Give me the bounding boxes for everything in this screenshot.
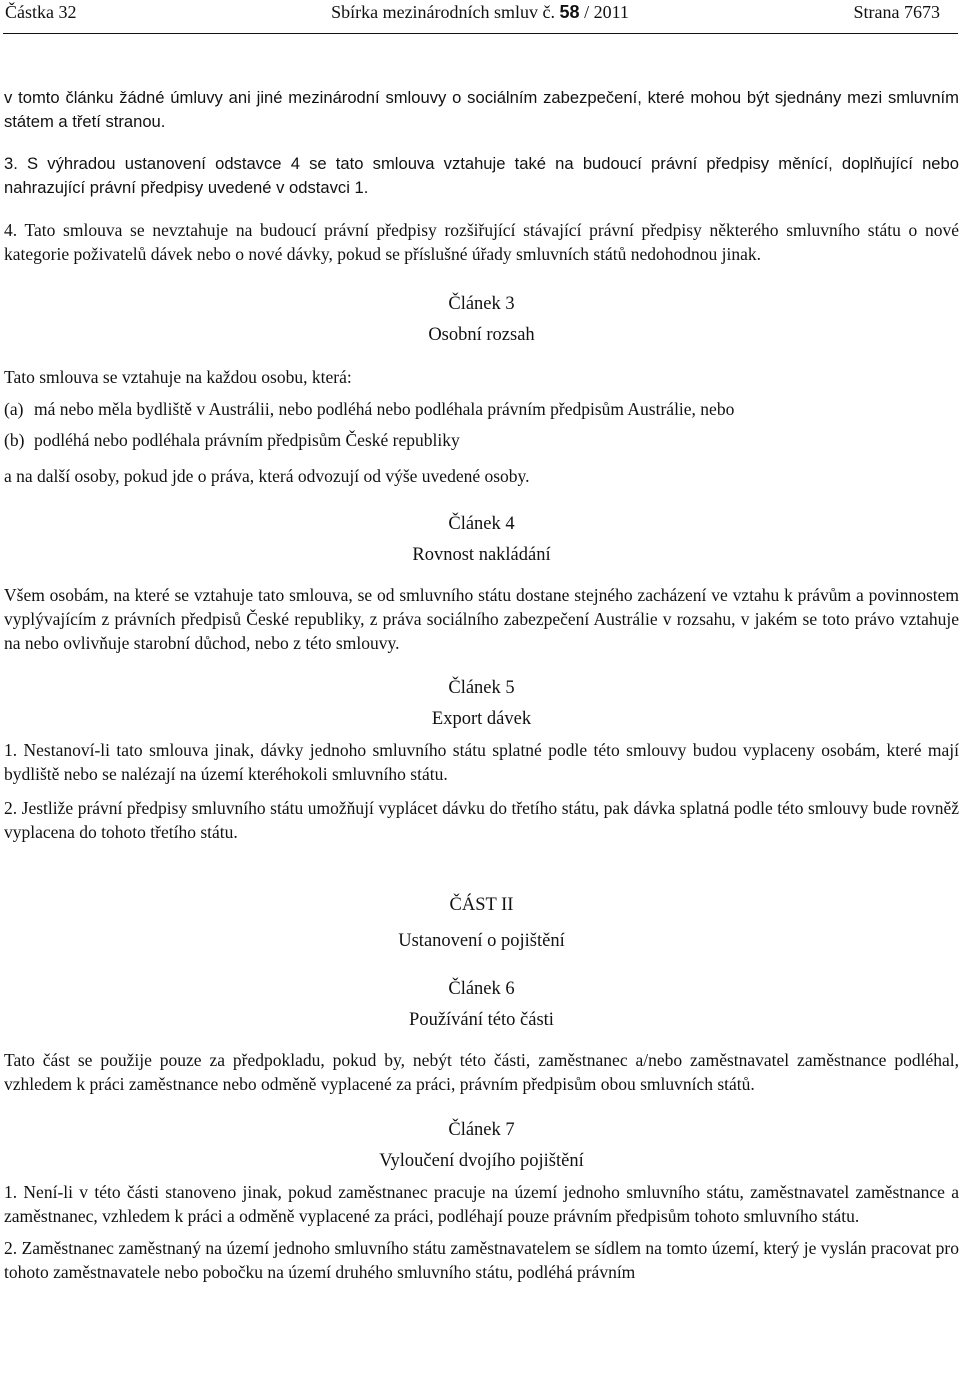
article-5-paragraph-1: 1. Nestanoví-li tato smlouva jinak, dávky jednoho smluvního státu splatné podle této smlouvy budou vyplaceny osobám, které mají bydliště nebo se nalézají na území kteréhokoli smluvního státu.: [4, 740, 959, 784]
article-3-number: Článek 3: [448, 294, 515, 314]
article-3-lead: Tato smlouva se vztahuje na každou osobu, která:: [4, 367, 352, 387]
article-6-text: Tato část se použije pouze za předpokladu, pokud by, nebýt této části, zaměstnanec a/nebo zaměstnavatel zaměstnance podléhal, vzhledem k práci zaměstnance nebo odměně vyplacené za práci, právním předpisům obou smluvních států.: [4, 1050, 959, 1094]
paragraph-intro: v tomto článku žádné úmluvy ani jiné mezinárodní smlouvy o sociálním zabezpečení, které mohou být sjednány mezi smluvním státem a třetí stranou.: [4, 88, 959, 131]
list-item-text: má nebo měla bydliště v Austrálii, nebo podléhá nebo podléhala právním předpisům Austrálie, nebo: [34, 399, 735, 419]
part-2-title: Ustanovení o pojištění: [398, 931, 565, 951]
list-item-mark: (b): [4, 430, 25, 450]
article-3-title: Osobní rozsah: [428, 325, 535, 345]
article-6-title: Používání této části: [409, 1010, 554, 1030]
article-4-title: Rovnost nakládání: [412, 545, 551, 565]
header-collection-year: / 2011: [584, 2, 629, 22]
list-item: [4, 428, 959, 452]
article-3-closing: a na další osoby, pokud jde o práva, která odvozují od výše uvedené osoby.: [4, 466, 530, 486]
document-body: [4, 56, 959, 1284]
header-collection-number: 58: [559, 2, 580, 22]
article-7-paragraph-2: 2. Zaměstnanec zaměstnaný na území jednoho smluvního státu zaměstnavatelem se sídlem na tomto území, který je vyslán pracovat pro tohoto zaměstnavatele nebo pobočku na území druhého smluvního státu, podléhá právním: [4, 1238, 959, 1282]
header-part: Částka 32: [5, 2, 77, 22]
list-item-text: podléhá nebo podléhala právním předpisům České republiky: [34, 430, 460, 450]
header-collection: [0, 2, 960, 23]
header-rule: [3, 33, 958, 34]
article-5-paragraph-2: 2. Jestliže právní předpisy smluvního státu umožňují vyplácet dávku do třetího státu, pak dávka splatná podle této smlouvy bude rovněž vyplacena do tohoto třetího státu.: [4, 798, 959, 842]
article-6-number: Článek 6: [448, 979, 515, 999]
article-7-title: Vyloučení dvojího pojištění: [379, 1151, 584, 1171]
list-item: [4, 397, 959, 421]
part-2-number: ČÁST II: [449, 895, 514, 915]
article-5-title: Export dávek: [431, 709, 532, 729]
paragraph-4: 4. Tato smlouva se nevztahuje na budoucí právní předpisy rozšiřující stávající právní předpisy některého smluvního státu o nové kategorie poživatelů dávek nebo o nové dávky, pokud se příslušné úřady smluvních států nedohodnou jinak.: [4, 220, 959, 264]
list-item-mark: (a): [4, 399, 24, 419]
page-header: [0, 2, 960, 28]
article-7-number: Článek 7: [448, 1120, 515, 1140]
paragraph-3: 3. S výhradou ustanovení odstavce 4 se tato smlouva vztahuje také na budoucí právní předpisy měnící, doplňující nebo nahrazující právní předpisy uvedené v odstavci 1.: [4, 154, 959, 197]
article-7-paragraph-1: 1. Není-li v této části stanoveno jinak, pokud zaměstnanec pracuje na území jednoho smluvního státu, zaměstnavatel zaměstnance a zaměstnanec, vzhledem k práci a odměně vyplacené za práci, podléhají pouze právním předpisům tohoto smluvního státu.: [4, 1182, 959, 1226]
article-4-number: Článek 4: [448, 514, 515, 534]
header-collection-title: Sbírka mezinárodních smluv č.: [331, 2, 556, 22]
article-5-number: Článek 5: [448, 678, 515, 698]
article-4-text: Všem osobám, na které se vztahuje tato smlouva, se od smluvního státu dostane stejného zacházení ve vztahu k právům a povinnostem vyplývajícím z právních předpisů České republiky, z práva sociálního zabezpečení Austrálie v rozsahu, v jakém se toto právo vztahuje na nebo ovlivňuje starobní důchod, nebo z této smlouvy.: [4, 585, 959, 653]
header-page-number: Strana 7673: [853, 2, 940, 22]
